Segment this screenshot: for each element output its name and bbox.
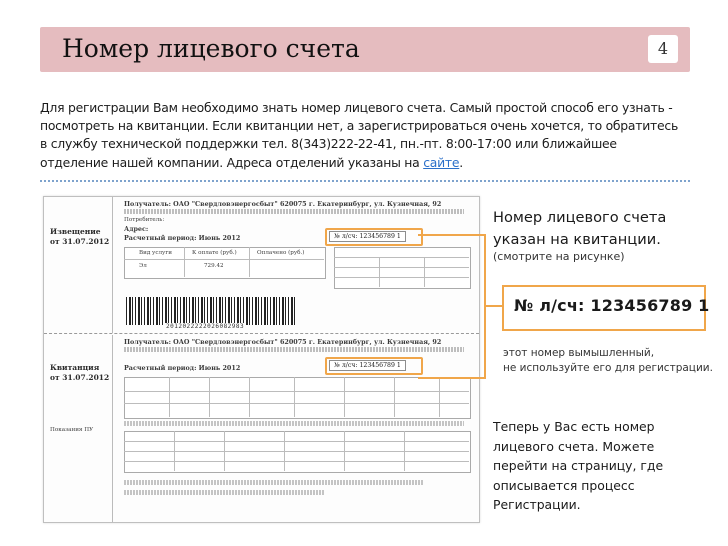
table-divider: [249, 247, 250, 277]
connector-line: [484, 305, 503, 307]
col-service: Вид услуги: [139, 250, 172, 256]
receipt-newspaper-note: [124, 490, 324, 495]
outro-paragraph: [493, 417, 693, 515]
table-divider: [334, 257, 469, 258]
table-divider: [394, 377, 395, 417]
receipt-meter-table: [334, 247, 471, 289]
col-due: К оплате (руб.): [192, 250, 237, 256]
side-heading-line: указан на квитанции.: [493, 231, 661, 248]
note-line: не используйте его для регистрации.: [503, 362, 713, 374]
receipt-period: Расчетный период: Июнь 2012: [124, 364, 241, 372]
table-divider: [124, 259, 324, 260]
intro-line-end: .: [459, 154, 463, 170]
receipt-payee: Получатель: ОАО "Свердловэнергосбыт" 620075 г. Екатеринбург, ул. Кузнечная, 92: [124, 338, 442, 346]
table-divider: [404, 431, 405, 471]
page-number-badge: 4: [648, 35, 678, 63]
table-divider: [294, 377, 295, 417]
intro-line: в службу технической поддержки тел. 8(343)222-22-41, пн.-пт. 8:00-17:00 или ближайшее: [40, 136, 617, 152]
connector-line: [418, 377, 486, 379]
table-divider: [344, 377, 345, 417]
table-divider: [334, 277, 469, 278]
notice-label: Извещение: [50, 227, 101, 236]
due-cell: 729.42: [204, 263, 224, 269]
receipt-office-hours: [124, 480, 424, 485]
side-heading: [493, 207, 708, 251]
barcode-number: 2012022222026082983: [166, 323, 245, 330]
intro-paragraph: [40, 99, 690, 172]
barcode: [126, 297, 296, 325]
account-number-text: № л/сч: 123456789 1: [514, 296, 710, 315]
fictional-number-note: [503, 346, 713, 376]
intro-line: [40, 154, 690, 172]
meter-readings-label: Показания ПУ: [50, 427, 94, 433]
table-divider: [169, 377, 170, 417]
outro-line: Теперь у Вас есть номер: [493, 419, 655, 434]
table-divider: [379, 257, 380, 287]
page-title: Номер лицевого счета: [62, 34, 360, 63]
table-divider: [184, 247, 185, 277]
receipt-payer-label: Потребитель:: [124, 217, 165, 223]
receipt-bank-details: [124, 347, 464, 352]
account-highlight-bottom: [325, 357, 423, 375]
receipt-notice-section: [44, 197, 479, 334]
receipt-details-table: [124, 377, 471, 419]
outro-line: перейти на страницу, где: [493, 458, 664, 473]
receipt-date: от 31.07.2012: [50, 373, 110, 382]
table-divider: [344, 431, 345, 471]
meter-readings-table: [124, 431, 471, 473]
intro-line: Для регистрации Вам необходимо знать номер лицевого счета. Самый простой способ его узнать -: [40, 100, 673, 115]
receipt-notice-sidebar: [44, 197, 113, 333]
table-divider: [224, 431, 225, 471]
table-divider: [209, 377, 210, 417]
notice-date: от 31.07.2012: [50, 237, 110, 246]
table-divider: [249, 377, 250, 417]
note-line: этот номер вымышленный,: [503, 347, 655, 359]
receipt-payee: Получатель: ОАО "Свердловэнергосбыт" 620075 г. Екатеринбург, ул. Кузнечная, 92: [124, 200, 442, 208]
table-divider: [124, 441, 469, 442]
intro-line: посмотреть на квитанции. Если квитанции нет, а зарегистрироваться очень хочется, то обратитесь: [40, 118, 678, 134]
outro-line: Регистрации.: [493, 497, 581, 512]
connector-line: [418, 234, 486, 236]
table-divider: [424, 257, 425, 287]
table-divider: [124, 461, 469, 462]
side-heading-line: Номер лицевого счета: [493, 209, 667, 226]
receipt-main-sidebar: [44, 335, 113, 522]
table-divider: [284, 431, 285, 471]
account-number-callout: [502, 285, 710, 331]
table-divider: [124, 391, 469, 392]
col-paid: Оплачено (руб.): [257, 250, 305, 256]
slide-header: [40, 27, 690, 72]
side-subheading: (смотрите на рисунке): [493, 250, 625, 263]
receipt-main-section: [44, 335, 479, 522]
outro-line: описывается процесс: [493, 477, 635, 493]
receipt-bank-details: [124, 209, 464, 214]
account-highlight-top: [325, 228, 423, 246]
receipt-footnote: [124, 421, 464, 426]
intro-line-text: отделение нашей компании. Адреса отделений указаны на: [40, 154, 424, 170]
table-divider: [334, 267, 469, 268]
outro-line: лицевого счета. Можете: [493, 438, 655, 454]
site-link[interactable]: сайте: [423, 154, 460, 170]
receipt-account-number: № л/сч: 123456789 1: [329, 231, 406, 242]
dotted-divider: [40, 180, 690, 182]
receipt-address-label: Адрес:: [124, 225, 149, 233]
receipt-account-number: № л/сч: 123456789 1: [329, 360, 406, 371]
table-divider: [124, 403, 469, 404]
table-divider: [439, 377, 440, 417]
service-cell: Эл: [139, 263, 147, 269]
receipt-image: [43, 196, 480, 523]
receipt-period: Расчетный период: Июнь 2012: [124, 234, 241, 242]
table-divider: [174, 431, 175, 471]
receipt-label: Квитанция: [50, 363, 100, 372]
table-divider: [124, 451, 469, 452]
